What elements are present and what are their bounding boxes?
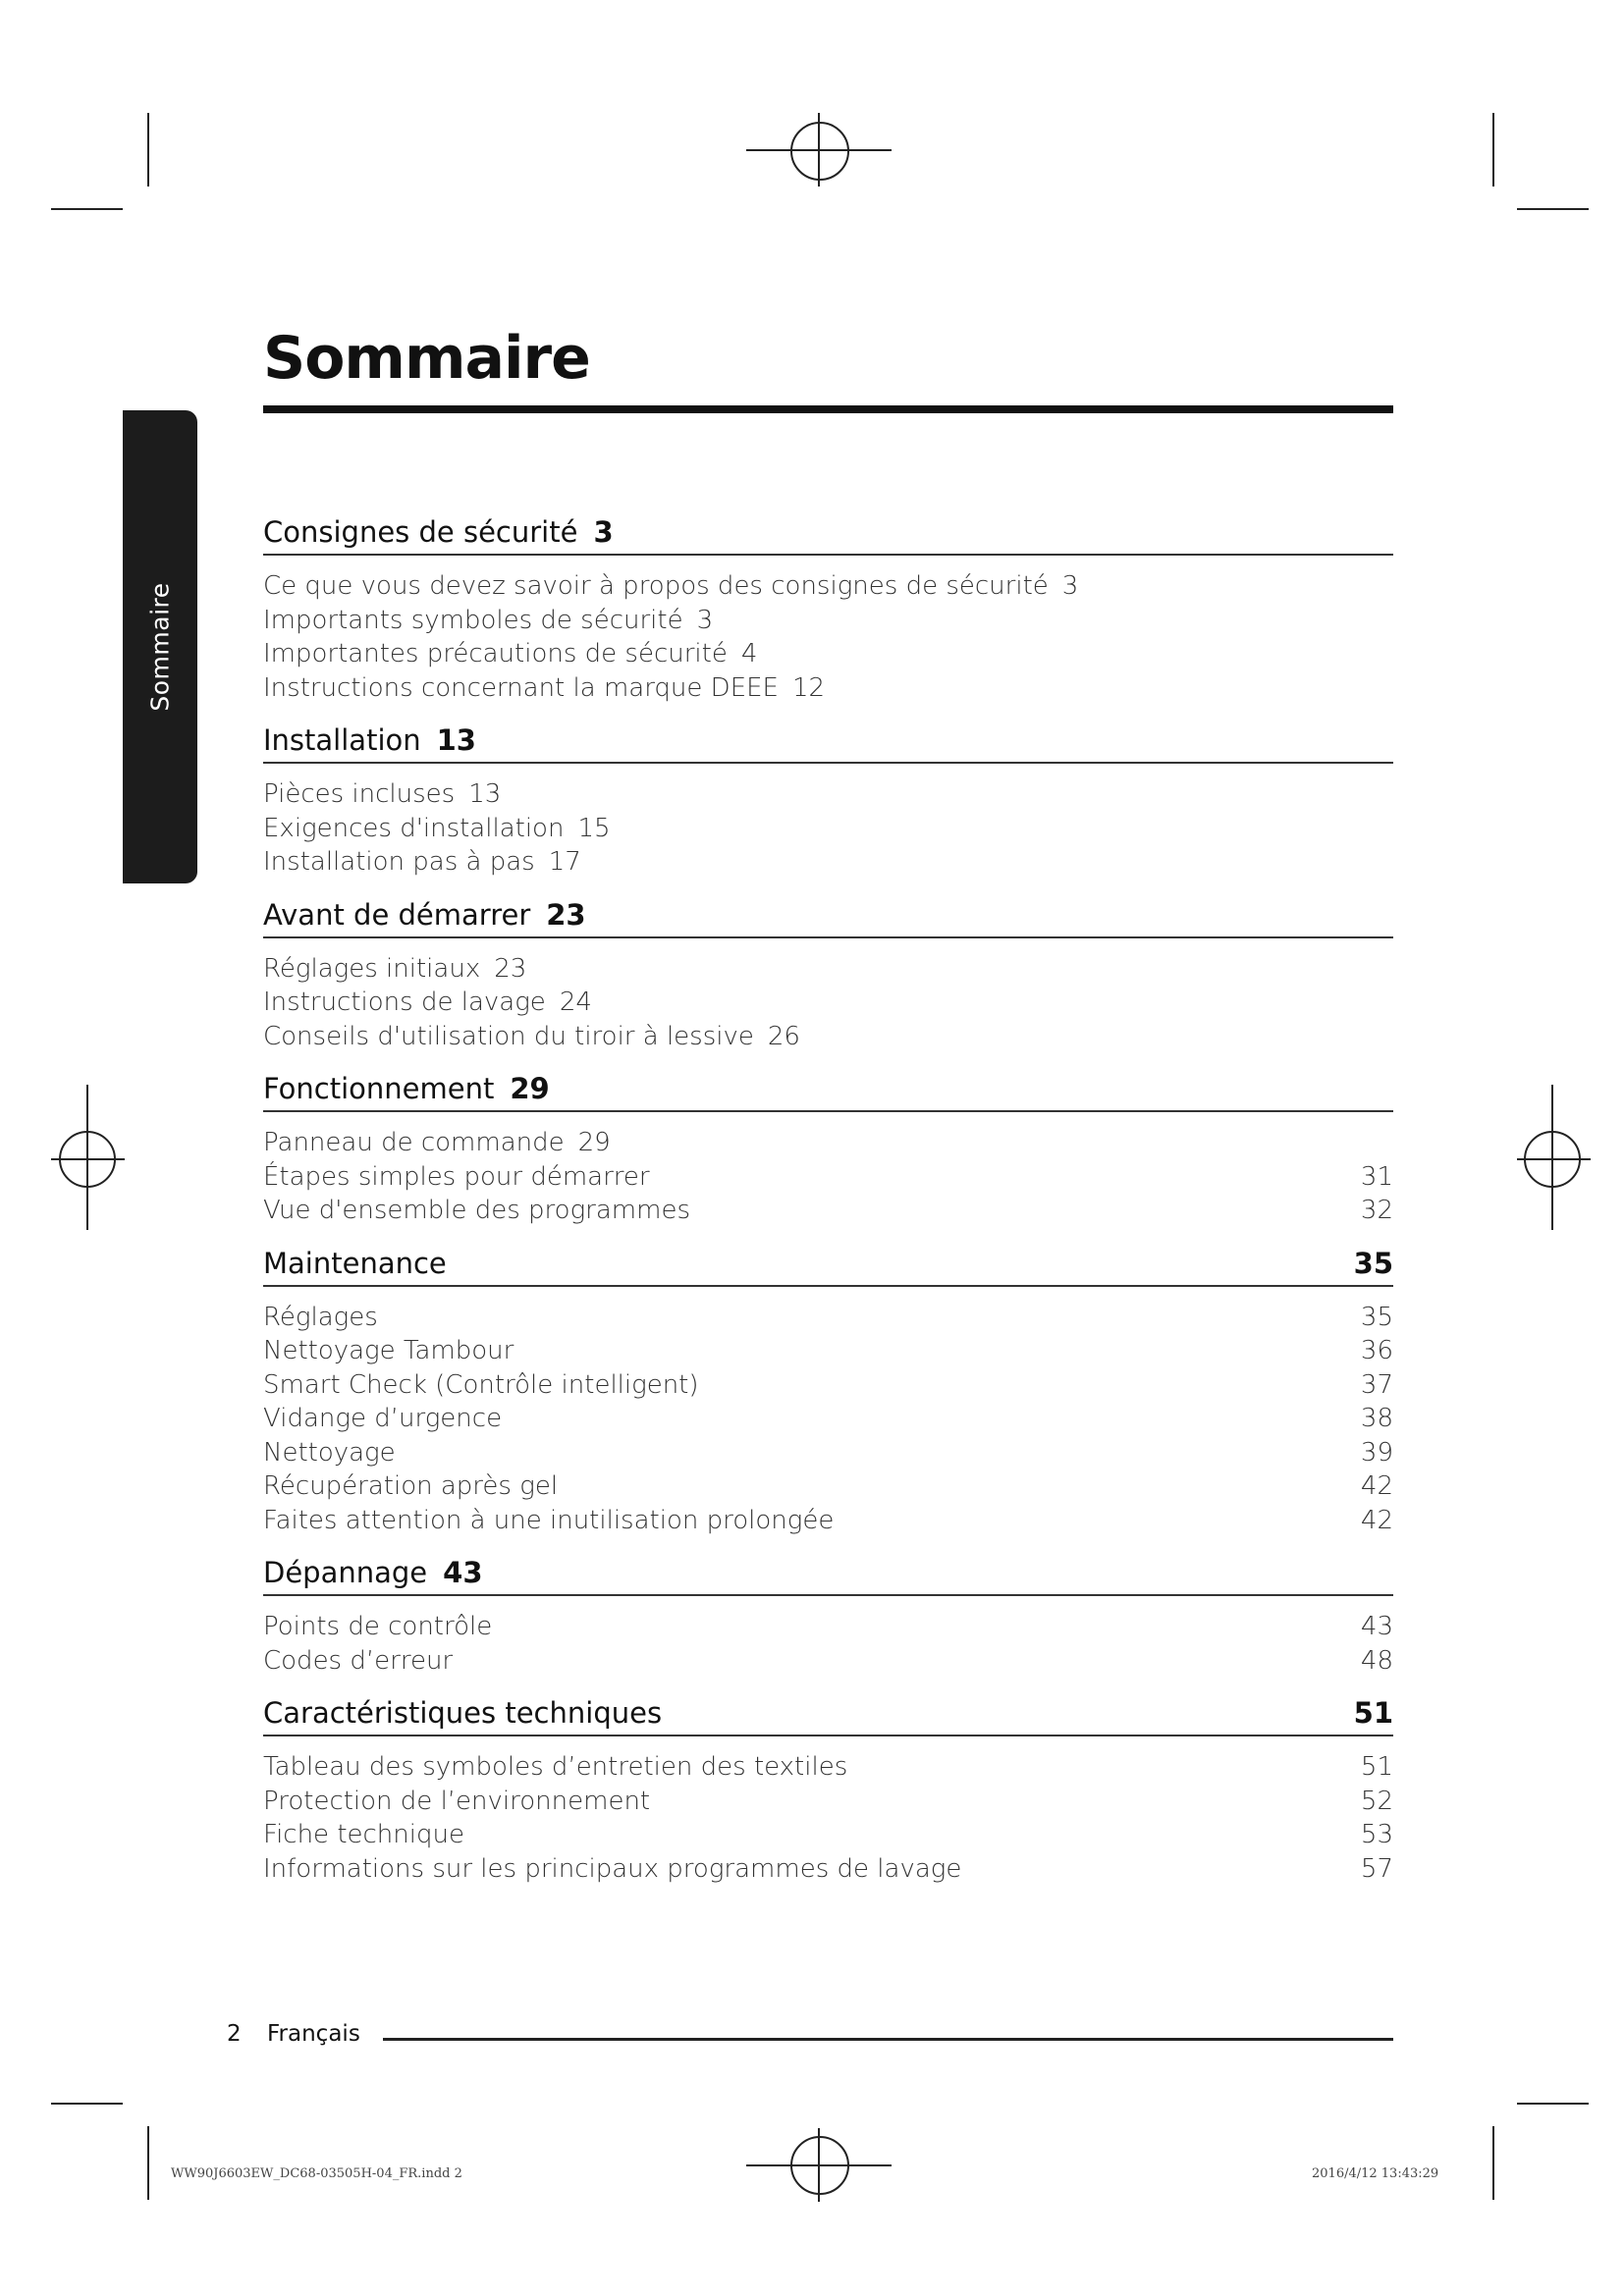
toc-entry-page: 36 bbox=[1360, 1336, 1393, 1365]
toc-entry-page: 3 bbox=[696, 605, 714, 635]
toc-section-page: 13 bbox=[436, 723, 476, 757]
toc-entry[interactable] bbox=[263, 1020, 1393, 1054]
toc-entry-page: 17 bbox=[548, 847, 581, 877]
toc-entry[interactable] bbox=[263, 1469, 1393, 1504]
toc-section bbox=[263, 510, 1393, 705]
crop-mark bbox=[1492, 113, 1494, 187]
toc-section bbox=[263, 1067, 1393, 1228]
page-number: 2 bbox=[227, 2021, 242, 2047]
toc-section-page: 29 bbox=[510, 1072, 550, 1105]
toc-entry[interactable] bbox=[263, 1610, 1393, 1644]
toc-entry-label: Tableau des symboles d’entretien des textiles bbox=[263, 1752, 848, 1782]
toc-entry-page: 15 bbox=[577, 813, 611, 843]
toc-entry-label-group bbox=[263, 777, 501, 812]
toc-entry-page: 38 bbox=[1360, 1404, 1393, 1433]
toc-entry-page: 57 bbox=[1360, 1853, 1393, 1884]
toc-entry[interactable] bbox=[263, 1644, 1393, 1679]
toc-entry-label: Smart Check (Contrôle intelligent) bbox=[263, 1369, 699, 1400]
toc-entry[interactable] bbox=[263, 1334, 1393, 1368]
toc-section bbox=[263, 1691, 1393, 1886]
toc-entry-label: Pièces incluses bbox=[263, 779, 456, 809]
toc-entry[interactable] bbox=[263, 1402, 1393, 1436]
toc-section-title: Avant de démarrer bbox=[263, 897, 531, 932]
crop-mark bbox=[147, 2126, 149, 2200]
toc-entry-page: 53 bbox=[1360, 1820, 1393, 1849]
toc-entry[interactable] bbox=[263, 812, 1393, 846]
toc-section-title-group bbox=[263, 893, 586, 936]
toc-entry-label: Instructions de lavage bbox=[263, 988, 546, 1017]
toc-entry-label-group bbox=[263, 1301, 378, 1335]
toc-entry[interactable] bbox=[263, 604, 1393, 638]
toc-entry-page: 4 bbox=[740, 639, 758, 668]
toc-section-title-group bbox=[263, 510, 614, 554]
toc-entry-label-group bbox=[263, 1852, 961, 1887]
toc-entry[interactable] bbox=[263, 952, 1393, 987]
toc-entry-page: 23 bbox=[494, 953, 527, 984]
toc-entry-label: Vue d'ensemble des programmes bbox=[263, 1196, 691, 1225]
toc-entry-label: Instructions concernant la marque DEEE bbox=[263, 672, 779, 703]
toc-entry-label: Importantes précautions de sécurité bbox=[263, 639, 728, 668]
toc-entry-label: Installation pas à pas bbox=[263, 847, 535, 877]
toc-section-page: 43 bbox=[443, 1556, 483, 1589]
toc-entry-label-group bbox=[263, 1160, 650, 1195]
toc-entry-label-group bbox=[263, 952, 526, 987]
toc-entry-label-group bbox=[263, 1504, 834, 1538]
toc-entry-label-group bbox=[263, 637, 757, 671]
toc-entry[interactable] bbox=[263, 777, 1393, 812]
toc-section-heading[interactable] bbox=[263, 1067, 1393, 1112]
toc-entry-page: 42 bbox=[1360, 1505, 1393, 1535]
toc-entry[interactable] bbox=[263, 569, 1393, 604]
toc-entry-label: Points de contrôle bbox=[263, 1612, 493, 1641]
toc-entries bbox=[263, 1596, 1393, 1678]
toc-section-page: 51 bbox=[1353, 1696, 1393, 1730]
toc-entry-label: Codes d’erreur bbox=[263, 1645, 454, 1676]
toc-entry-label: Réglages bbox=[263, 1302, 378, 1332]
toc-entry[interactable] bbox=[263, 1818, 1393, 1852]
toc-section-page: 35 bbox=[1353, 1246, 1393, 1280]
toc-entries bbox=[263, 1112, 1393, 1228]
toc-section-title: Fonctionnement bbox=[263, 1072, 495, 1105]
toc-section-heading[interactable] bbox=[263, 893, 1393, 938]
crop-mark bbox=[1492, 2126, 1494, 2200]
toc-entry-page: 31 bbox=[1360, 1161, 1393, 1192]
toc-entry[interactable] bbox=[263, 1852, 1393, 1887]
footer-language: Français bbox=[267, 2021, 360, 2047]
toc-entry-label: Exigences d'installation bbox=[263, 813, 565, 843]
toc-entry-page: 51 bbox=[1360, 1752, 1393, 1782]
toc-entry-page: 42 bbox=[1360, 1471, 1393, 1501]
toc-entry[interactable] bbox=[263, 845, 1393, 880]
toc-entry-label-group bbox=[263, 1020, 800, 1054]
toc-entry-page: 29 bbox=[577, 1128, 611, 1157]
toc-entry-label: Informations sur les principaux programmes de lavage bbox=[263, 1853, 962, 1884]
toc-entry[interactable] bbox=[263, 986, 1393, 1020]
toc-entries bbox=[263, 764, 1393, 880]
toc-entry-page: 32 bbox=[1360, 1196, 1393, 1225]
print-date-info: 2016/4/12 13:43:29 bbox=[1312, 2166, 1439, 2181]
toc-section-title-group bbox=[263, 1242, 447, 1285]
toc-entry-label-group bbox=[263, 1126, 611, 1160]
toc-section bbox=[263, 893, 1393, 1054]
toc-entry-label: Fiche technique bbox=[263, 1820, 464, 1849]
toc-entry-label-group bbox=[263, 1436, 396, 1470]
toc-entry-page: 35 bbox=[1360, 1302, 1393, 1332]
toc-entry[interactable] bbox=[263, 1194, 1393, 1228]
toc-entry-label: Récupération après gel bbox=[263, 1471, 559, 1501]
crop-mark bbox=[147, 113, 149, 187]
toc-entry-page: 43 bbox=[1360, 1612, 1393, 1641]
toc-section bbox=[263, 1242, 1393, 1538]
toc-entry-label-group bbox=[263, 1610, 492, 1644]
crop-mark bbox=[51, 2103, 123, 2105]
toc-section-title: Dépannage bbox=[263, 1556, 428, 1589]
toc-section-heading[interactable] bbox=[263, 1691, 1393, 1736]
toc-entry-label-group bbox=[263, 1785, 650, 1819]
toc-entry-label-group bbox=[263, 1644, 453, 1679]
toc-section bbox=[263, 1551, 1393, 1678]
toc-entry-label-group bbox=[263, 845, 581, 880]
toc-entry-page: 48 bbox=[1360, 1645, 1393, 1676]
toc-entry[interactable] bbox=[263, 1504, 1393, 1538]
toc-entry-page: 26 bbox=[767, 1021, 800, 1051]
toc-entry[interactable] bbox=[263, 1160, 1393, 1195]
toc-entries bbox=[263, 1287, 1393, 1538]
toc-section-title-group bbox=[263, 1691, 662, 1735]
toc-entry-label-group bbox=[263, 1402, 502, 1436]
toc-entry[interactable] bbox=[263, 637, 1393, 671]
toc-section-title-group bbox=[263, 1067, 550, 1110]
toc-entries bbox=[263, 1736, 1393, 1886]
toc-entry-label-group bbox=[263, 1368, 699, 1403]
title-rule bbox=[263, 405, 1393, 413]
crop-mark bbox=[1517, 208, 1589, 210]
toc-entry-label-group bbox=[263, 1469, 558, 1504]
toc-entry-page: 3 bbox=[1061, 571, 1079, 601]
toc-entry[interactable] bbox=[263, 1368, 1393, 1403]
toc-entry-label-group bbox=[263, 569, 1078, 604]
toc-section-heading[interactable] bbox=[263, 1242, 1393, 1287]
toc-section-heading[interactable] bbox=[263, 510, 1393, 556]
toc-entry-page: 12 bbox=[791, 672, 826, 703]
toc-entry-page: 39 bbox=[1360, 1437, 1393, 1468]
side-tab bbox=[123, 410, 197, 883]
side-tab-label: Sommaire bbox=[145, 582, 175, 712]
toc-entry-page: 13 bbox=[468, 779, 502, 809]
toc-entry-label: Réglages initiaux bbox=[263, 953, 481, 984]
toc-entry-label: Panneau de commande bbox=[263, 1128, 565, 1157]
toc-section bbox=[263, 719, 1393, 880]
toc-entry-label: Nettoyage bbox=[263, 1437, 396, 1468]
toc-entries bbox=[263, 938, 1393, 1054]
toc-entry-label-group bbox=[263, 1334, 514, 1368]
toc-entry-label-group bbox=[263, 986, 592, 1020]
print-file-info: WW90J6603EW_DC68-03505H-04_FR.indd 2 bbox=[171, 2166, 462, 2181]
toc-section-title: Caractéristiques techniques bbox=[263, 1696, 663, 1730]
toc-section-page: 3 bbox=[593, 515, 614, 549]
toc-section-title: Installation bbox=[263, 723, 421, 757]
toc-entry-label: Conseils d'utilisation du tiroir à lessive bbox=[263, 1021, 754, 1051]
toc-entry-label: Importants symboles de sécurité bbox=[263, 605, 683, 635]
toc-entry-label-group bbox=[263, 1750, 847, 1785]
toc-section-heading[interactable] bbox=[263, 719, 1393, 764]
toc-entry-label-group bbox=[263, 1194, 690, 1228]
toc-entry-page: 52 bbox=[1360, 1786, 1393, 1816]
crop-mark bbox=[51, 208, 123, 210]
toc-section-page: 23 bbox=[546, 897, 586, 932]
toc-entry-label-group bbox=[263, 1818, 464, 1852]
toc-section-title: Maintenance bbox=[263, 1246, 447, 1280]
page-title: Sommaire bbox=[263, 324, 590, 393]
toc-entry-page: 37 bbox=[1360, 1369, 1393, 1400]
toc-section-title-group bbox=[263, 1551, 483, 1594]
toc-entry-label: Vidange d’urgence bbox=[263, 1404, 503, 1433]
toc-entry-label: Faites attention à une inutilisation prolongée bbox=[263, 1505, 835, 1535]
toc-entry-label-group bbox=[263, 812, 611, 846]
toc-entry-label-group bbox=[263, 671, 825, 706]
toc-entry[interactable] bbox=[263, 671, 1393, 706]
toc-entry-label-group bbox=[263, 604, 713, 638]
toc-entry[interactable] bbox=[263, 1436, 1393, 1470]
toc-entry[interactable] bbox=[263, 1750, 1393, 1785]
toc-entries bbox=[263, 556, 1393, 705]
toc-entry-page: 24 bbox=[559, 988, 592, 1017]
toc-entry-label: Protection de l’environnement bbox=[263, 1786, 651, 1816]
footer-rule bbox=[383, 2038, 1393, 2041]
crop-mark bbox=[1517, 2103, 1589, 2105]
toc-section-title-group bbox=[263, 719, 476, 762]
table-of-contents bbox=[263, 510, 1393, 1899]
toc-entry[interactable] bbox=[263, 1301, 1393, 1335]
toc-entry[interactable] bbox=[263, 1785, 1393, 1819]
toc-section-heading[interactable] bbox=[263, 1551, 1393, 1596]
toc-entry-label: Ce que vous devez savoir à propos des consignes de sécurité bbox=[263, 571, 1049, 601]
toc-entry[interactable] bbox=[263, 1126, 1393, 1160]
toc-entry-label: Étapes simples pour démarrer bbox=[263, 1161, 650, 1192]
toc-entry-label: Nettoyage Tambour bbox=[263, 1336, 514, 1365]
toc-section-title: Consignes de sécurité bbox=[263, 515, 578, 549]
